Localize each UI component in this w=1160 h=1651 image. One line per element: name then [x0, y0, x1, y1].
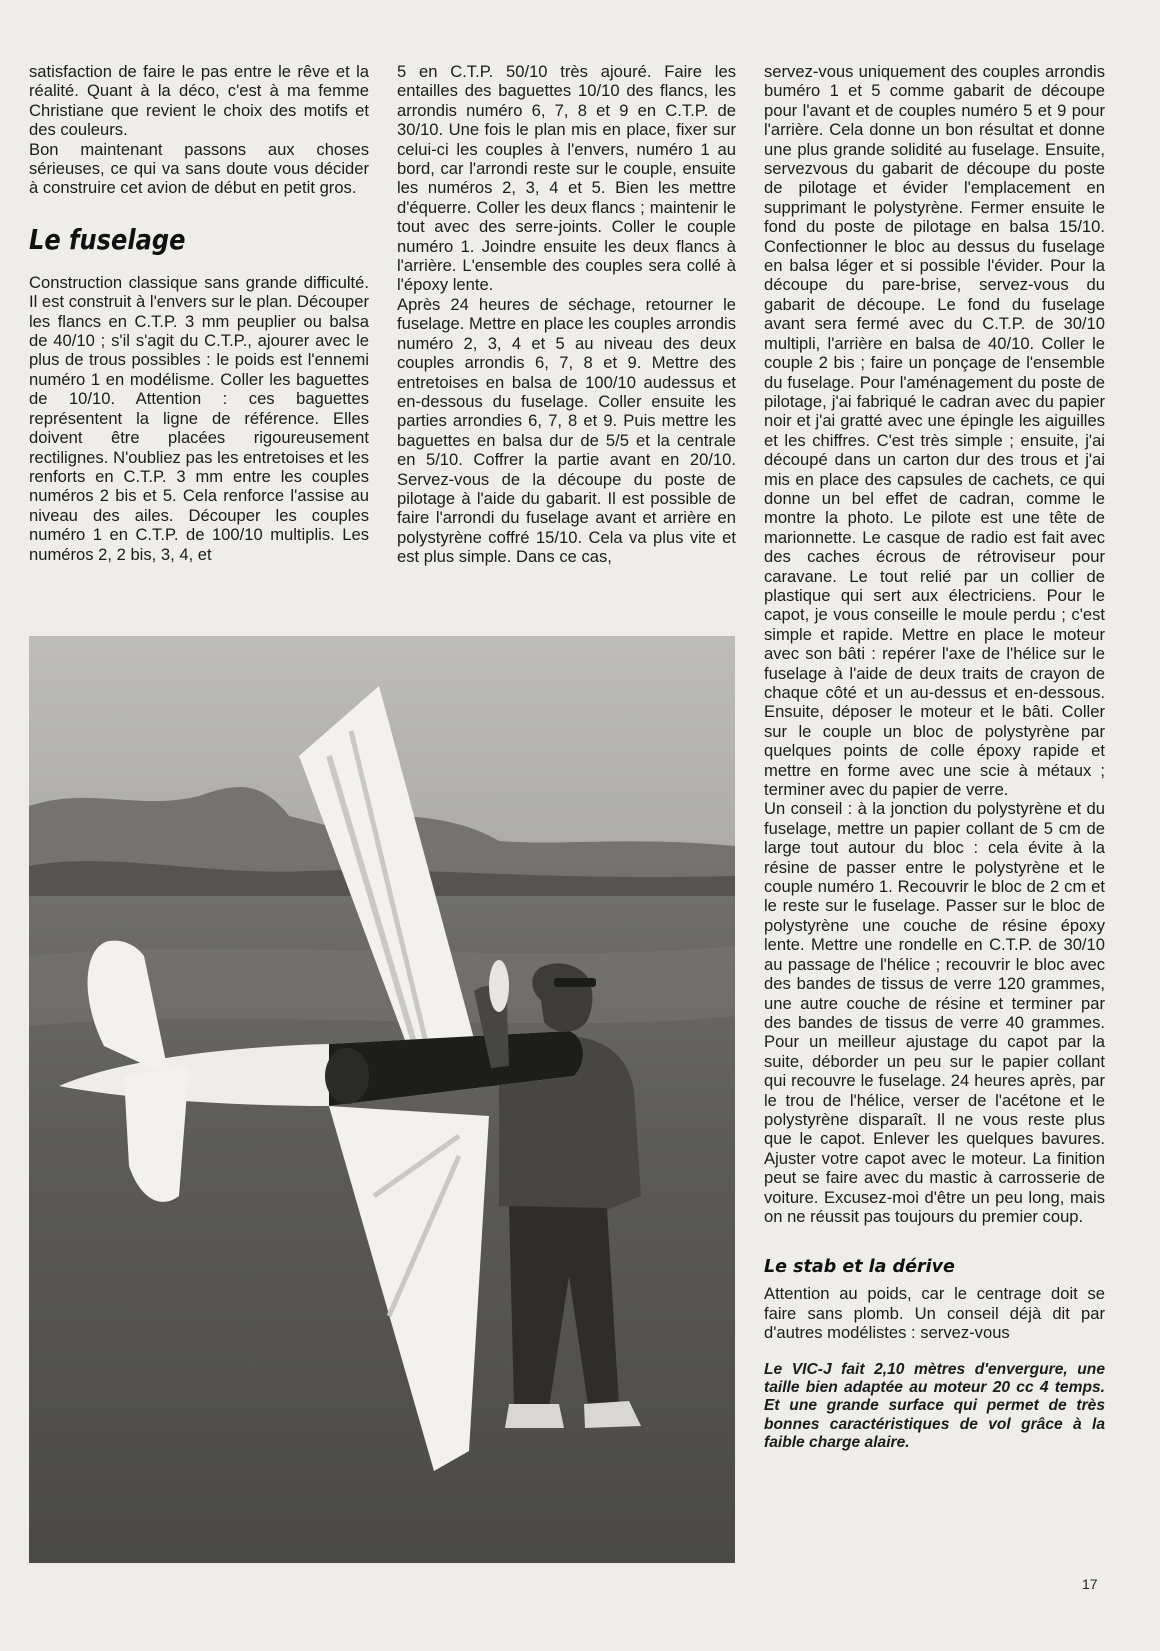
paragraph: Attention au poids, car le centrage doit se faire sans plomb. Un conseil déjà dit par d'autres modélistes : servez-vous: [764, 1284, 1105, 1343]
section-heading-fuselage: Le fuselage: [29, 222, 186, 256]
paragraph: Construction classique sans grande difficulté. Il est construit à l'envers sur le plan. Découper les flancs en C.T.P. 3 mm peuplier ou balsa de 40/10 ; s'il s'agit du C.T.P., ajourer avec le plus de trous possibles : le poids est l'ennemi numéro 1 en modélisme. Coller les baguettes de 10/10. Attention : ces baguettes représentent la ligne de référence. Elles doivent être placées rigoureusement rectilignes. N'oubliez pas les entretoises et les renforts en C.T.P. 3 mm entre les couples numéros 2 bis et 5. Cela renforce l'assise au niveau des ailes. Découper les couples numéro 1 en C.T.P. de 100/10 multiplis. Les numéros 2, 2 bis, 3, 4, et: [29, 272, 369, 564]
paragraph: Après 24 heures de séchage, retourner le fuselage. Mettre en place les couples arrondis numéro 2, 3, 4 et 5 au niveau des deux couples arrondis 6, 7, 8 et 9. Mettre des entretoises en balsa de 100/10 audessus et en-dessous du fuselage. Coller ensuite les parties arrondies 6, 7, 8 et 9. Puis mettre les baguettes en balsa dur de 5/5 et la centrale en 5/10. Coffrer la partie avant en 20/10. Servez-vous de la découpe du poste de pilotage à l'aide du gabarit. Il est possible de faire l'arrondi du fuselage avant et arrière en polystyrène coffré 15/10. Cela va plus vite et est plus simple. Dans ce cas,: [397, 294, 736, 567]
paragraph: 5 en C.T.P. 50/10 très ajouré. Faire les entailles des baguettes 10/10 des flancs, les arrondis numéro 6, 7, 8 et 9 en C.T.P. de 30/10. Une fois le plan mis en place, fixer sur celui-ci les couples à l'envers, numéro 1 au bord, car l'arrondi reste sur le couple, ensuite les numéros 2, 3, 4 et 5. Bien les mettre d'équerre. Coller les deux flancs ; maintenir le tout avec des serre-joints. Coller le couple numéro 1. Joindre ensuite les deux flancs à l'arrière. L'ensemble des couples sera collé à l'époxy lente.: [397, 62, 736, 295]
paragraph: Un conseil : à la jonction du polystyrène et du fuselage, mettre un papier collant de 5 cm de large tout autour du bloc : cela évite à la résine de passer entre le polystyrène et le couple numéro 1. Recouvrir le bloc de 2 cm et le reste sur le fuselage. Passer sur le bloc de polystyrène une couche de résine époxy lente. Mettre une rondelle en C.T.P. de 30/10 au passage de l'hélice ; recouvrir le bloc avec des bandes de tissus de verre 120 grammes, une autre couche de résine et terminer par des bandes de tissus de verre 40 grammes. Pour un meilleur ajustage du capot par la suite, déborder un peu sur le papier collant qui recouvre le fuselage. 24 heures après, par le trou de l'hélice, verser de l'acétone et le polystyrène disparaît. Il ne vous reste plus que le capot. Enlever les quelques bavures. Ajuster votre capot avec le moteur. La finition peut se faire avec du mastic à carrosserie de voiture. Excusez-moi d'être un peu long, mais on ne réussit pas toujours du premier coup.: [764, 799, 1105, 1226]
text-column-2: [397, 62, 736, 567]
text-column-1: [29, 62, 369, 564]
photo-man-with-model-airplane: [29, 636, 735, 1563]
photo-illustration: [29, 636, 735, 1563]
paragraph: servez-vous uniquement des couples arrondis buméro 1 et 5 comme gabarit de découpe pour l'avant et de couples numéro 5 et 9 pour l'arrière. Cela donne un bon résultat et donne une plus grande solidité au fuselage. Ensuite, servezvous du gabarit de découpe du poste de pilotage et évider l'emplacement en supprimant le polystyrène. Fermer ensuite le fond du poste de pilotage en balsa 15/10. Confectionner le bloc au dessus du fuselage en balsa léger et si possible l'évider. Pour la découpe du pare-brise, servez-vous du gabarit de découpe. Le fond du fuselage avant sera fermé avec du C.T.P. de 30/10 multipli, l'arrière en balsa de 40/10. Coller le couple 2 bis ; faire un ponçage de l'ensemble du fuselage. Pour l'aménagement du poste de pilotage, j'ai fabriqué le cadran avec du papier noir et j'ai gratté avec une épingle les aiguilles et les chiffres. C'est très simple ; ensuite, j'ai découpé dans un carton dur des trous et j'ai mis en place des capsules de cachets, ce qui donne un bel effet de cadran, comme le montre la photo. Le pilote est une tête de marionnette. Le casque de radio est fait avec des caches écrous de rétroviseur pour caravane. Le tout relié par un collier de plastique qui sert aux électriciens. Pour le capot, je vous conseille le moule perdu ; c'est simple et rapide. Mettre en place le moteur avec son bâti : repérer l'axe de l'hélice sur le fuselage à l'aide de deux traits de crayon de chaque côté et un au-dessus et en-dessous. Ensuite, déposer le moteur et le bâti. Coller sur le couple un bloc de polystyrène par quelques points de colle époxy rapide et mettre en forme avec une scie à métaux ; terminer avec du papier de verre.: [764, 62, 1105, 800]
section-heading-stab: Le stab et la dérive: [764, 1257, 955, 1278]
page-number: 17: [1082, 1576, 1098, 1592]
paragraph: Bon maintenant passons aux choses sérieuses, ce qui va sans doute vous décider à construire cet avion de début en petit gros.: [29, 139, 369, 198]
text-column-3: [764, 62, 1105, 1453]
paragraph: satisfaction de faire le pas entre le rêve et la réalité. Quant à la déco, c'est à ma femme Christiane que revient le choix des motifs et des couleurs.: [29, 62, 369, 140]
photo-caption: Le VIC-J fait 2,10 mètres d'envergure, une taille bien adaptée au moteur 20 cc 4 temps. Et une grande surface qui permet de très bonnes caractéristiques de vol grâce à la faible charge alaire.: [764, 1360, 1105, 1452]
